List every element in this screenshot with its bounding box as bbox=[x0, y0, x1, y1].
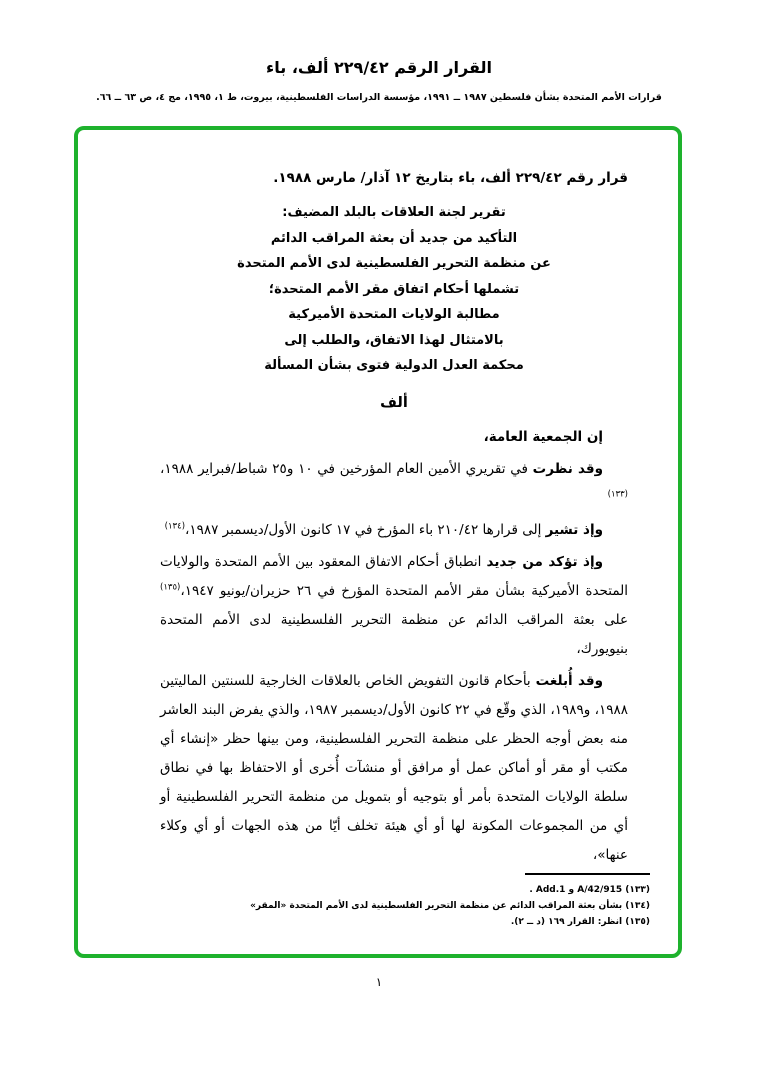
footnote-ref: (١٣٤) bbox=[164, 521, 186, 531]
subject-line: مطالبة الولايات المتحدة الأميركية bbox=[288, 307, 500, 322]
text-segment: إن الجمعية العامة، bbox=[483, 428, 603, 445]
footnote-separator bbox=[525, 873, 650, 875]
subject-line: التأكيد من جديد أن بعثة المراقب الدائم bbox=[270, 230, 518, 246]
document-frame bbox=[74, 126, 682, 958]
subject-line: تشملها أحكام اتفاق مقر الأمم المتحدة؛ bbox=[268, 281, 520, 297]
footnote-ref: (١٣٥) bbox=[160, 582, 181, 592]
subject-line: بالامتثال لهذا الاتفاق، والطلب إلى bbox=[284, 332, 504, 348]
paragraph bbox=[160, 423, 628, 452]
footnote-item: (١٣٣) A/42/915 و Add.1 . bbox=[529, 885, 650, 895]
subject-block bbox=[160, 200, 628, 379]
text-segment: انطباق أحكام الاتفاق المعقود بين الأمم المتحدة والولايات المتحدة الأميركية بشأن مقر الأمم المتحدة المؤرخ في ٢٦ حزيران/يونيو ١٩٤٧، bbox=[160, 553, 628, 599]
footnote-item: (١٣٥) انظر: القرار ١٦٩ (د ــ ٢). bbox=[510, 917, 650, 927]
paragraph bbox=[160, 516, 628, 545]
resolution-heading: قرار رقم ٢٢٩/٤٢ ألف، باء بتاريخ ١٢ آذار/ مارس ١٩٨٨. bbox=[273, 170, 628, 186]
text-segment: وقد أُبلغت bbox=[535, 672, 603, 689]
text-segment: وإذ تؤكد من جديد bbox=[486, 553, 603, 570]
text-segment: بأحكام قانون التفويض الخاص بالعلاقات الخارجية للسنتين الماليتين ١٩٨٨، و١٩٨٩، الذي وقّع في ٢٢ كانون الأول/ديسمبر ١٩٨٧، والذي يفرض البند العاشر منه بعض أوجه الحظر على منظمة التحرير الفلسطينية، ومن بينها حظر «إنشاء أي مكتب أو مقر أو أماكن عمل أو مرافق أو منشآت أُخرى أو الاحتفاظ بها في نطاق سلطة الولايات المتحدة بأمر أو بتوجيه أو بتمويل من منظمة التحرير الفلسطينية أو أي من المجموعات المكونة لها أو أي هيئة تخلف أيّا من هذه الجهات أو أي وكلاء عنها»، bbox=[160, 672, 628, 863]
paragraph bbox=[160, 667, 628, 870]
subject-line: تقرير لجنة العلاقات بالبلد المضيف: bbox=[282, 205, 506, 220]
paragraph bbox=[160, 455, 628, 513]
footnotes bbox=[160, 882, 650, 930]
text-segment: وقد نظرت bbox=[532, 460, 603, 477]
footnote-item: (١٣٤) بشأن بعثة المراقب الدائم عن منظمة التحرير الفلسطينية لدى الأمم المتحدة «المقر» bbox=[250, 901, 650, 911]
subject-line: عن منظمة التحرير الفلسطينية لدى الأمم المتحدة bbox=[237, 256, 551, 271]
page-title: القرار الرقم ٢٢٩/٤٢ ألف، باء bbox=[266, 58, 492, 77]
page-number: ١ bbox=[375, 975, 383, 989]
text-segment: على بعثة المراقب الدائم عن منظمة التحرير الفلسطينية لدى الأمم المتحدة بنيويورك، bbox=[160, 611, 628, 657]
section-heading: ألف bbox=[380, 394, 408, 411]
body-paragraphs bbox=[160, 423, 628, 873]
citation-line: قرارات الأمم المتحدة بشأن فلسطين ١٩٨٧ ــ ١٩٩١، مؤسسة الدراسات الفلسطينية، بيروت، ط ١، ١٩٩٥، مج ٤، ص ٦٣ ــ ٦٦. bbox=[96, 92, 662, 103]
text-segment: إلى قرارها ٢١٠/٤٢ باء المؤرخ في ١٧ كانون الأول/ديسمبر ١٩٨٧، bbox=[185, 521, 546, 538]
subject-line: محكمة العدل الدولية فتوى بشأن المسألة bbox=[264, 358, 524, 373]
text-segment: وإذ تشير bbox=[545, 521, 603, 538]
footnote-ref: (١٣٣) bbox=[607, 489, 628, 499]
document-content bbox=[78, 130, 678, 954]
paragraph bbox=[160, 548, 628, 664]
footnote-area bbox=[160, 873, 650, 930]
text-segment: في تقريري الأمين العام المؤرخين في ١٠ و٢٥ شباط/فبراير ١٩٨٨، bbox=[160, 460, 533, 477]
